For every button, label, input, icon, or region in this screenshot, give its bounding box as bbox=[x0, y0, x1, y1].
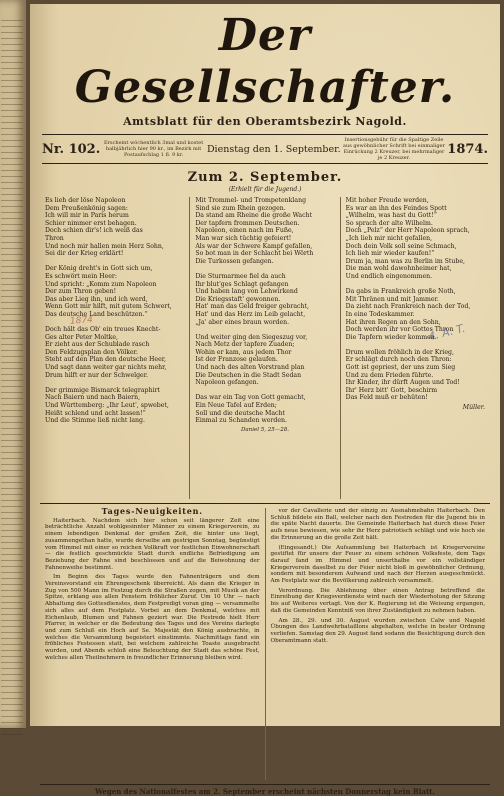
poem-line: „Wilhelm, was hast du Gott!“ bbox=[345, 212, 437, 220]
poem-column-1 bbox=[40, 197, 189, 499]
poem-line: Ihr Kinder, ihr dürft Augen und Tod! bbox=[345, 379, 460, 387]
poem-line: Sei dir der Krieg erklärt! bbox=[45, 250, 124, 258]
poem-line bbox=[195, 387, 334, 395]
news-column-2 bbox=[265, 508, 491, 780]
advertising-note: Insertionsgebühr für die Spaltige Zeile aus gewöhnlicher Schrift bei einmaliger Einrückung 2 Kreuzer, bei mehrmaliger je 2 Kreuzer. bbox=[343, 137, 445, 161]
poem-line: Da zieht nach Frankreich nach der Tod, bbox=[345, 303, 471, 311]
poem-line: Ist der Franzose gelaufen. bbox=[195, 356, 278, 364]
poem-line: Einmal zu Schanden werden. bbox=[195, 417, 287, 425]
news-paragraph: Im Beginn des Tages wurde den Fahnenträgern und dem Vereinsvorstand ein Ehrengeschenk überreicht. Als dann die Krieger in Zug von 500 Mann im Festzug durch die Straßen zogen, mit Musik an der Spitze, erklang aus allen Fenstern fröhlicher Zuruf. Um 10 Uhr — nach Abhaltung des Gottesdienstes, dem Festpredigt voran ging — versammelte sich alles auf dem Festplatz. Vorbei an dem Denkmal, welches mit Eichenlaub, Blumen und Fahnen geziert war. Die Festrede hielt Herr Pfarrer, in welcher er die Bedeutung des Tages und des Vereins darlegte und zum Schluß ein Hoch auf Se. Majestät den König ausbrachte, in welches die Versammlung begeistert einstimmte. Nachmittags fand ein fröhliches Festessen statt, bei welchem zahlreiche Toaste ausgebracht wurden, und Abends schloß eine Beleuchtung der Stadt das schöne Fest, welches allen Theilnehmern in freundlicher Erinnerung bleiben wird. bbox=[45, 574, 260, 661]
poem-line: Heißt schlend und acht lassen!“ bbox=[45, 409, 146, 417]
poem-line: Und weiter ging den Siegeszug vor, bbox=[195, 333, 308, 341]
news-paragraph: vor der Cavallerie und der einzig zu Ausnahmebahn Haiterbach. Den Schluß bildete ein Ball, welcher nach den Festreden für die Jugend bis in die späte Nacht dauerte. Die Gemeinde Haiterbach hat durch diese Feier aufs neue bewiesen, wie sehr ihr Herz patriotisch schlägt und wie hoch sie die Erinnerung an die große Zeit hält. bbox=[270, 508, 485, 541]
poem-line: Dem Preußenkönig sagen: bbox=[45, 204, 128, 212]
poem-line: Und spricht: „Komm zum Napoleon bbox=[45, 280, 157, 288]
poem-line: Das deutsche Land beschützen.“ bbox=[45, 310, 148, 318]
poem-subtitle: (Erhielt für die Jugend.) bbox=[228, 186, 302, 193]
poem-line: Das Feld muß er behüten! bbox=[345, 394, 428, 402]
poem-line: Der zum Thron geben! bbox=[45, 288, 117, 296]
poem-line: Und sagt dann weiter gar nichts mehr, bbox=[45, 364, 167, 372]
news-paragraph: Am 28., 29. und 30. August wurden zwischen Calw und Nagold Übungen des Landwehrbataillons abgehalten, welche in bester Ordnung verliefen. Samstag den 29. August fand sodann die Besichtigung durch den Oberamtmann statt. bbox=[270, 617, 485, 644]
poem-line: Den Feldzugsplan den Völker. bbox=[45, 348, 138, 356]
poem-columns bbox=[40, 197, 490, 499]
poem-line: Sind sie zum Rhein gezogen. bbox=[195, 204, 286, 212]
poem-line: Das war ein Tag von Gott gemacht, bbox=[195, 394, 306, 402]
poem-line: Es schwört mein Heer: bbox=[45, 272, 117, 280]
poem-line bbox=[195, 265, 334, 273]
news-paragraph: Verordnung. Die Ablehnung über einen Antrag betreffend die Einreihung der Kriegsverdienste wird nach der Wiederholung der Sitzung bis auf Weiteres vertagt. Von der K. Regierung ist die Weisung ergangen, daß die Gemeinden Kenntniß von ihrer Zuständigkeit zu nehmen haben. bbox=[270, 587, 485, 614]
newspaper-title: Der Gesellschafter. bbox=[74, 10, 456, 113]
pencil-annotation: 1874 bbox=[69, 315, 94, 327]
poem-line: Die Sturmarmee fiel da auch bbox=[195, 272, 286, 280]
poem-line: Und endlich eingenommen. bbox=[345, 272, 433, 280]
poem-line: Er schlägt durch noch den Thron: bbox=[345, 356, 452, 364]
poem-column-2 bbox=[189, 197, 339, 499]
poem-line: Drum hilft er nur der Schwelger. bbox=[45, 371, 148, 379]
poem-line: „Ich lieh mir nicht gefallen, bbox=[345, 234, 433, 242]
newspaper-subtitle: Amtsblatt für den Oberamtsbezirk Nagold. bbox=[123, 115, 407, 128]
section-divider bbox=[40, 503, 490, 504]
poem-line: Das aber Lieg ihn, und ich werd, bbox=[45, 295, 148, 303]
poem-line: Die Turkossen gefangen. bbox=[195, 257, 274, 265]
poem-line: Napoleon, einen nach im Fuße, bbox=[195, 227, 294, 235]
poem-line: Er zieht aus der Schublade rasch bbox=[45, 341, 150, 349]
poem-line: Ich will mir in Paris herum bbox=[45, 212, 129, 220]
poem-line: Die man wohl dawohnheimer hat, bbox=[345, 265, 452, 273]
poem-line: Und die Stimme ließ nicht lang. bbox=[45, 417, 145, 425]
poem-line: Drum wollen fröhlich in der Krieg, bbox=[345, 348, 454, 356]
news-column-1 bbox=[40, 508, 265, 780]
poem-line: Wenn Gott mir hilft, mit gutem Schwert, bbox=[45, 303, 172, 311]
poem-line: Und haben lang von Lehwirkend bbox=[195, 288, 298, 296]
poem-line bbox=[45, 258, 184, 266]
poem-line: Hat' und das Herz im Leib gelacht, bbox=[195, 310, 306, 318]
news-paragraph: (Eingesandt.) Die Aufsammlung bei Haiterbach ist Kriegervereine gestiftet für unsere der Feuer zu einem schönen Volksfeste, dem Tags darauf fand im Himmel und unserthalbe vor ein vollständiger Kriegerverein daselbst zu der Feier nicht bloß in gewöhnlicher Ordnung, sondern mit besonderem Aufwand und nach der Herzen ausgeschmückt. Am Festplatz war die Bevölkerung zahlreich versammelt. bbox=[270, 544, 485, 585]
issue-year: 1874. bbox=[447, 141, 488, 157]
poem-line bbox=[346, 281, 485, 289]
poem-column-3 bbox=[340, 197, 490, 499]
library-stamp: 4. A. T. bbox=[426, 321, 467, 344]
poem-line: Der tapfern frommen Deutschen. bbox=[195, 219, 300, 227]
poem-line bbox=[195, 326, 334, 334]
poem-line: Gott ist gepriest, der uns zum Sieg bbox=[345, 364, 456, 372]
poem-line: Soll und die deutsche Macht bbox=[195, 409, 285, 417]
news-heading: Tages-Neuigkeiten. bbox=[101, 506, 203, 516]
poem-line: Hat ihren Regen an den Sohn, bbox=[345, 318, 441, 326]
issue-number: Nr. 102. bbox=[42, 141, 101, 157]
poem-line: Und nach des alten Vorstrand plan bbox=[195, 364, 305, 372]
poem-line: Nach Baiern und nach Baiern, bbox=[45, 394, 141, 402]
poem-line: Ihr' Herz bitt' Gott, beschirm bbox=[345, 386, 438, 394]
issue-date: Dienstag den 1. September. bbox=[206, 143, 341, 155]
footer-announcement: Wegen des Nationalfestes am 2. September erscheint nächsten Donnerstag kein Blatt. bbox=[40, 784, 490, 796]
poem-line: Wohin er kam, aus jedem Thor bbox=[195, 348, 292, 356]
poem-title: Zum 2. September. bbox=[187, 170, 343, 185]
poem-line: Es lieh der löse Napoleon bbox=[45, 197, 126, 204]
poem-line: Der König dreht's in Gott sich um, bbox=[45, 265, 153, 273]
poem-line: Die Deutschen in die Stadt Sedan bbox=[195, 371, 302, 379]
poem-line: Steht auf den Plan den deutsche Heer, bbox=[45, 356, 166, 364]
poem-line: Die Kriegsstaft' gewonnen. bbox=[195, 295, 281, 303]
poem-line: Als war der Schwere Kampf gefallen, bbox=[195, 242, 313, 250]
poem-line: Napoleon gefangen. bbox=[195, 379, 259, 387]
newspaper-page bbox=[30, 4, 500, 796]
news-columns bbox=[40, 508, 490, 780]
issue-info-bar bbox=[42, 134, 488, 164]
poem-line: Da gabs in Frankreich große Noth, bbox=[345, 288, 456, 296]
poem-line: Und Württemberg: „Ihr Leut', spwebet, bbox=[45, 402, 169, 410]
poem-header bbox=[30, 170, 500, 193]
poem-line: Doch hält das Ob' ein treues Knecht- bbox=[45, 326, 161, 334]
poem-line: In eine Todeskammer. bbox=[345, 310, 415, 318]
poem-line: Hat' man das Geld freiger gebracht, bbox=[195, 303, 309, 311]
poem-line: Doch schien dir's! ich weiß das bbox=[45, 227, 143, 235]
poem-line: So bot man in der Schlacht bei Wörth bbox=[195, 250, 314, 258]
poem-line: Und zu dem Frieden führte. bbox=[345, 371, 434, 379]
poem-line: Die Tapfern wieder kommen. bbox=[345, 333, 437, 341]
poem-line: Ein Neue Tafel auf Erden; bbox=[195, 402, 277, 410]
subscription-note: Erscheint wöchentlich 3mal und kostet halbjährlich hier 90 kr., im Bezirk mit Postaufschlag 1 fl. 9 kr. bbox=[103, 140, 204, 158]
poem-line bbox=[346, 341, 485, 349]
poem-line: Man war sich tüchtig gefeiert! bbox=[195, 234, 292, 242]
poem-line: Mit hoher Freude werden, bbox=[345, 197, 429, 204]
poem-line: Drum ja, man was zu Berlin im Stube, bbox=[345, 257, 465, 265]
poem-line: Doch werden ihr vor Gottes Thron bbox=[345, 326, 454, 334]
poem-line: Ihr blut'ges Schlagt gefangen bbox=[195, 280, 289, 288]
poem-line: Ges alter Peter Moltke, bbox=[45, 333, 119, 341]
poem-line: Nach Metz der tapfere Zuaden; bbox=[195, 341, 295, 349]
poem-line: Doch „Pelz“ der Herr Napoleon sprach, bbox=[345, 227, 470, 235]
poem-line: Schier nimmer erst behagen. bbox=[45, 219, 137, 227]
poem-line: Mit Trommel- und Trompetenklang bbox=[195, 197, 307, 204]
poem-scripture-ref: Daniel 5, 25—28. bbox=[240, 426, 289, 433]
poem-line bbox=[45, 379, 184, 387]
poem-line: Da stand am Rheine die große Wacht bbox=[195, 212, 313, 220]
poem-line: Ich lieh mir wieder kaufen!“ bbox=[345, 250, 435, 258]
poem-line: Und noch mir hallen mein Herz Sohn, bbox=[45, 242, 164, 250]
poem-line: Mit Thränen und mit Jammer. bbox=[345, 295, 439, 303]
news-paragraph: Haiterbach. Nachdem sich hier schon seit längerer Zeit eine beträchtliche Anzahl wohlgesinnter Männer zu einem Kriegerverein, zu einem lebendigen Denkmal der großen Zeit, die hinter uns liegt, zusammengethan hatte, wurde derselbe am gestrigen Sonntag, begünstigt vom Himmel mit einer so reichen Vollkraft vor festlichen Einwohnerschaft — die festlich geschmückte Stadt durch endliche Befriedigung am Beziehung der Fahne sind beschlossen und auf die Beiwohnung der Fahnenweihe bestimmt. bbox=[45, 517, 260, 571]
poem-line bbox=[45, 319, 184, 327]
poem-line: „Ja' aber eines braun worden. bbox=[195, 318, 290, 326]
poem-line: So sprach der alte Wilhelm. bbox=[345, 219, 433, 227]
poem-line: Doch dein Volk soll seine Schmach, bbox=[345, 242, 457, 250]
masthead bbox=[30, 4, 500, 128]
previous-page-edge bbox=[0, 0, 26, 728]
poem-line: Thron bbox=[45, 234, 64, 242]
poem-line: Es war an ihn des Feindes Spott bbox=[345, 204, 447, 212]
poem-line: Der grimmige Bismarck telegraphirt bbox=[45, 386, 160, 394]
poem-author-signature: Müller. bbox=[462, 404, 485, 412]
